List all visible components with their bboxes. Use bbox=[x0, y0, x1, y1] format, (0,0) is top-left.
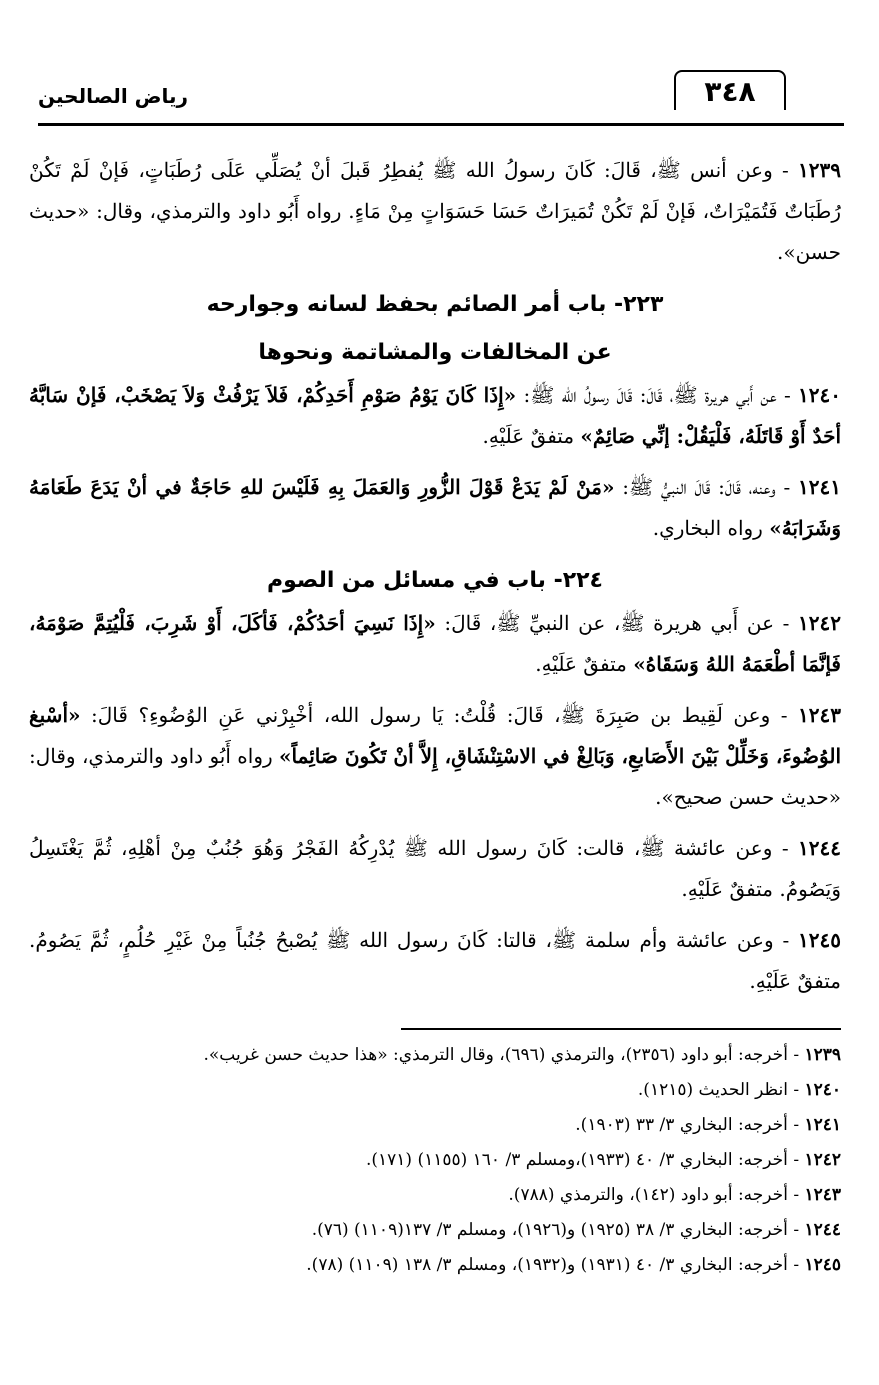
footnote-1244 bbox=[29, 1213, 841, 1248]
hadith-source: متفقٌ عَلَيْهِ. bbox=[535, 652, 634, 676]
hadith-text: - وعنه، قَالَ: قَالَ النبيُّ ﷺ: bbox=[614, 475, 799, 499]
page-number: ٣٤٨ bbox=[674, 70, 786, 110]
footnote-number: ١٢٤٢ bbox=[804, 1150, 841, 1170]
running-title: رياض الصالحين bbox=[38, 84, 189, 108]
hadith-source: متفقٌ عَلَيْهِ. bbox=[482, 424, 581, 448]
prophetic-saying: «أسْبغ الوُضُوءَ، وَخَلِّلْ بَيْنَ الأَصَابعِ، وَبَالِغْ في الاسْتِنْشَاقِ، إِلاَّ أنْ تَكُونَ صَائِماً» bbox=[29, 703, 841, 768]
main-text bbox=[29, 150, 841, 1012]
footnote-number: ١٢٤١ bbox=[804, 1115, 841, 1135]
hadith-number: ١٢٤٥ bbox=[798, 928, 841, 952]
footnote-number: ١٢٤٠ bbox=[804, 1080, 841, 1100]
footnote-text: - أخرجه: أبو داود (١٤٢)، والترمذي (٧٨٨). bbox=[508, 1185, 805, 1205]
prophetic-saying: «إِذَا نَسِيَ أحَدُكُمْ، فَأكَلَ، أَوْ شَرِبَ، فَلْيُتِمَّ صَوْمَهُ، فَإنَّمَا أطْعَمَهُ اللهُ وَسَقَاهُ» bbox=[29, 611, 841, 676]
prophetic-saying: «إِذَا كَانَ يَوْمُ صَوْمِ أَحَدِكُمْ، فَلاَ يَرْفُثْ وَلاَ يَصْخَبْ، فَإنْ سَابَّهُ أحَدٌ أَوْ قَاتَلَهُ، فَلْيَقُلْ: إنِّي صَائِمٌ» bbox=[29, 383, 841, 448]
hadith-source: رواه أَبُو داود والترمذي، وقال: «حديث حسن صحيح». bbox=[29, 744, 841, 809]
hadith-text: - عن أَبي هريرة ﷺ، عن النبيِّ ﷺ، قَالَ: bbox=[435, 611, 799, 635]
footnote-1239 bbox=[29, 1038, 841, 1073]
footnote-1243 bbox=[29, 1178, 841, 1213]
footnote-1240 bbox=[29, 1073, 841, 1108]
hadith-1239 bbox=[29, 150, 841, 273]
footnote-rule bbox=[401, 1028, 841, 1030]
hadith-1241 bbox=[29, 467, 841, 549]
footnotes bbox=[29, 1028, 841, 1283]
page-header bbox=[38, 66, 844, 126]
hadith-source: رواه البخاري. bbox=[652, 516, 770, 540]
hadith-1242 bbox=[29, 603, 841, 685]
footnote-1245 bbox=[29, 1248, 841, 1283]
hadith-text: - وعن أنس ﷺ، قَالَ: كَانَ رسولُ الله ﷺ يُفطِرُ قَبلَ أنْ يُصَلِّي عَلَى رُطَبَاتٍ، فَإنْ لَمْ تَكُنْ رُطَبَاتٌ فَتُمَيْرَاتٌ، فَإنْ لَمْ تَكُنْ تُمَيرَاتٌ حَسَا حَسَوَاتٍ مِنْ مَاءٍ. رواه أَبُو داود والترمذي، وقال: «حديث حسن». bbox=[29, 158, 841, 264]
prophetic-saying: «مَنْ لَمْ يَدَعْ قَوْلَ الزُّورِ وَالعَمَلَ بِهِ فَلَيْسَ للهِ حَاجَةٌ في أنْ يَدَعَ طَعَامَهُ وَشَرَابَهُ» bbox=[29, 475, 841, 540]
hadith-1244 bbox=[29, 828, 841, 910]
hadith-text: - وعن لَقِيط بن صَبِرَةَ ﷺ، قَالَ: قُلْتُ: يَا رسول الله، أخْبِرْني عَنِ الوُضُوءِ؟ قَالَ: bbox=[80, 703, 799, 727]
hadith-text: - عن أَبي هريرة ﷺ، قَالَ: قَالَ رسولُ الله ﷺ: bbox=[516, 383, 799, 407]
hadith-number: ١٢٤٢ bbox=[798, 611, 841, 635]
hadith-text: - وعن عائشة وأم سلمة ﷺ، قالتا: كَانَ رسول الله ﷺ يُصْبحُ جُنُباً مِنْ غَيْرِ حُلُمٍ، ثُمَّ يَصُومُ. متفقٌ عَلَيْهِ. bbox=[29, 928, 841, 993]
footnote-1242 bbox=[29, 1143, 841, 1178]
hadith-number: ١٢٤٤ bbox=[798, 836, 841, 860]
hadith-number: ١٢٤٣ bbox=[798, 703, 841, 727]
hadith-number: ١٢٣٩ bbox=[798, 158, 841, 182]
hadith-number: ١٢٤١ bbox=[798, 475, 841, 499]
footnote-text: - أخرجه: البخاري ٣/ ٤٠ (١٩٣١) و(١٩٣٢)، ومسلم ٣/ ١٣٨ (١١٠٩) (٧٨). bbox=[306, 1255, 805, 1275]
hadith-1240 bbox=[29, 375, 841, 457]
footnote-number: ١٢٤٤ bbox=[804, 1220, 841, 1240]
hadith-1245 bbox=[29, 920, 841, 1002]
chapter-224-title: ٢٢٤- باب في مسائل من الصوم bbox=[267, 568, 603, 593]
chapter-223-title: ٢٢٣- باب أمر الصائم بحفظ لسانه وجوارحه bbox=[206, 292, 664, 317]
footnote-1241 bbox=[29, 1108, 841, 1143]
footnote-text: - انظر الحديث (١٢١٥). bbox=[637, 1080, 805, 1100]
footnote-number: ١٢٣٩ bbox=[804, 1045, 841, 1065]
footnote-number: ١٢٤٣ bbox=[804, 1185, 841, 1205]
footnote-number: ١٢٤٥ bbox=[804, 1255, 841, 1275]
footnote-text: - أخرجه: البخاري ٣/ ٣٨ (١٩٢٥) و(١٩٢٦)، ومسلم ٣/ ١٣٧(١١٠٩) (٧٦). bbox=[311, 1220, 805, 1240]
footnote-text: - أخرجه: أبو داود (٢٣٥٦)، والترمذي (٦٩٦)، وقال الترمذي: «هذا حديث حسن غريب». bbox=[203, 1045, 805, 1065]
footnote-text: - أخرجه: البخاري ٣/ ٤٠ (١٩٣٣)،ومسلم ٣/ ١٦٠ (١١٥٥) (١٧١). bbox=[365, 1150, 805, 1170]
header-rule bbox=[38, 123, 844, 126]
footnote-text: - أخرجه: البخاري ٣/ ٣٣ (١٩٠٣). bbox=[575, 1115, 805, 1135]
hadith-number: ١٢٤٠ bbox=[798, 383, 841, 407]
hadith-1243 bbox=[29, 695, 841, 818]
chapter-223-subtitle: عن المخالفات والمشاتمة ونحوها bbox=[258, 340, 612, 365]
hadith-text: - وعن عائشة ﷺ، قالت: كَانَ رسول الله ﷺ يُدْرِكُهُ الفَجْرُ وَهُوَ جُنُبٌ مِنْ أهْلِهِ، ثُمَّ يَغْتَسِلُ وَيَصُومُ. متفقٌ عَلَيْهِ. bbox=[29, 836, 841, 901]
